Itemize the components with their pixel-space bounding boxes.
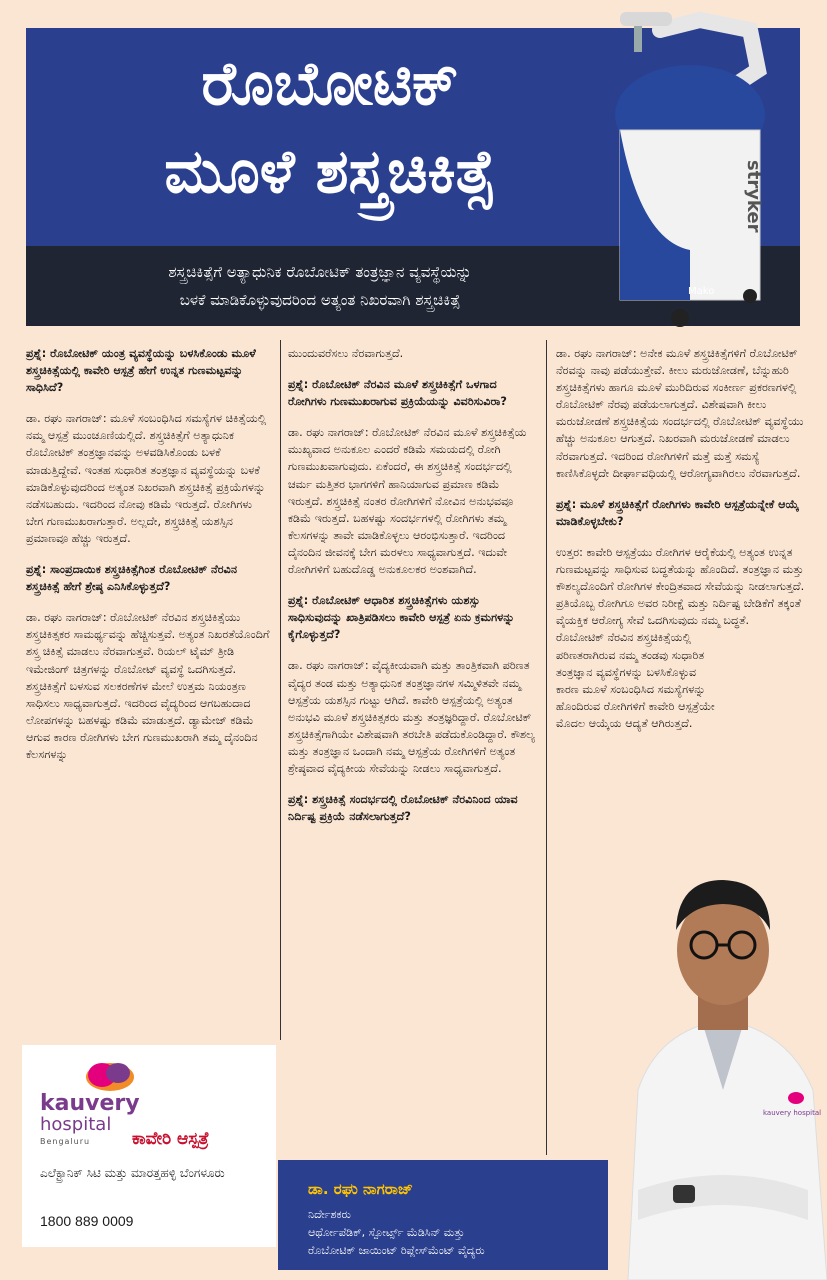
robot-model-label: Mako (688, 286, 715, 297)
doctor-role (308, 1206, 608, 1260)
subtitle-line-1: ಶಸ್ತ್ರಚಿಕಿತ್ಸೆಗೆ ಅತ್ಯಾಧುನಿಕ ರೊಬೋಟಿಕ್ ತಂತ್ರಜ್ಞಾನ ವ್ಯವಸ್ಥೆಯನ್ನು (168, 263, 472, 281)
hospital-address: ಎಲೆಕ್ಟ್ರಾನಿಕ್ ಸಿಟಿ ಮತ್ತು ಮಾರತ್ತಹಳ್ಳಿ ಬೆಂಗಳೂರು (40, 1166, 225, 1180)
coat-logo-text: kauvery hospital (763, 1109, 822, 1117)
hospital-name-en: kauvery (40, 1091, 140, 1116)
article-column-3 (556, 345, 806, 746)
answer-3: ಡಾ. ರಘು ನಾಗರಾಜ್: ರೊಬೋಟಿಕ್ ನೆರವಿನ ಮೂಳೆ ಶಸ್ತ್ರಚಿಕಿತ್ಸೆಯ ಮುಖ್ಯವಾದ ಅನುಕೂಲ ಎಂದರೆ ಕಡಿಮೆ ಸಮಯದಲ್ಲಿ ರೋಗಿ ಗುಣಮುಖವಾಗುವುದು. ಏಕೆಂದರೆ, ಈ ಶಸ್ತ್ರಚಿಕಿತ್ಸೆ ಸಂದರ್ಭದಲ್ಲಿ ಚರ್ಮ ಮತ್ತಿತರ ಭಾಗಗಳಿಗೆ ಹಾನಿಯಾಗುವ ಪ್ರಮಾಣ ಕಡಿಮೆ ಇರುತ್ತದೆ. ಶಸ್ತ್ರಚಿಕಿತ್ಸೆ ನಂತರ ರೋಗಿಗಳಿಗೆ ನೋವಿನ ಅನುಭವವೂ ಕಡಿಮೆ ಇರುತ್ತದೆ. ಬಹಳಷ್ಟು ಸಂದರ್ಭಗಳಲ್ಲಿ ರೋಗಿಗಳು ತಮ್ಮ ಕೆಲಸಗಳನ್ನು ತಾವೇ ಮಾಡಿಕೊಳ್ಳಲು ಆರಂಭಿಸುತ್ತಾರೆ. ಇದರಿಂದ ದೈನಂದಿನ ಜೀವನಕ್ಕೆ ಬೇಗ ಮರಳಲು ಸಾಧ್ಯವಾಗುತ್ತದೆ. ಇದುವೇ ರೋಗಿಗಳಿಗೆ ಬಹುದೊಡ್ಡ ಅನುಕೂಲಕರ ಅಂಶವಾಗಿದೆ. (288, 426, 527, 577)
question-3: ಪ್ರಶ್ನೆ: ರೊಬೋಟಿಕ್ ನೆರವಿನ ಮೂಳೆ ಶಸ್ತ್ರಚಿಕಿತ್ಸೆಗೆ ಒಳಗಾದ ರೋಗಿಗಳು ಗುಣಮುಖರಾಗುವ ಪ್ರಕ್ರಿಯೆಯನ್ನು ವಿವರಿಸುವಿರಾ? (288, 378, 507, 409)
hospital-name-kn: ಕಾವೇರಿ ಆಸ್ಪತ್ರೆ (132, 1129, 209, 1149)
page-title (70, 40, 590, 216)
question-4: ಪ್ರಶ್ನೆ: ರೊಬೋಟಿಕ್ ಆಧಾರಿತ ಶಸ್ತ್ರಚಿಕಿತ್ಸೆಗಳು ಯಶಸ್ಸು ಸಾಧಿಸುವುದನ್ನು ಖಾತ್ರಿಪಡಿಸಲು ಕಾವೇರಿ ಆಸ್ಪತ್ರೆ ಏನು ಕ್ರಮಗಳನ್ನು ಕೈಗೊಳ್ಳುತ್ತದೆ? (288, 594, 515, 642)
article-column-2 (288, 345, 536, 839)
doctor-photo (618, 860, 827, 1280)
answer-5: ಡಾ. ರಘು ನಾಗರಾಜ್: ಅನೇಕ ಮೂಳೆ ಶಸ್ತ್ರಚಿಕಿತ್ಸೆಗಳಿಗೆ ರೊಬೋಟಿಕ್ ನೆರವನ್ನು ನಾವು ಪಡೆಯುತ್ತೇವೆ. ಕೀಲು ಮರುಜೋಡಣೆ, ಬೆನ್ನುಹುರಿ ಶಸ್ತ್ರಚಿಕಿತ್ಸೆಗಳು ಹಾಗೂ ಮೂಳೆ ಮುರಿದಿರುವ ಸಂಕೀರ್ಣ ಪ್ರಕರಣಗಳಲ್ಲಿ ರೊಬೋಟಿಕ್ ನೆರವು ಪಡೆಯಲಾಗುತ್ತದೆ. ವಿಶೇಷವಾಗಿ ಕೀಲು ಮರುಜೋಡಣೆ ಶಸ್ತ್ರಚಿಕಿತ್ಸೆಯ ಸಂದರ್ಭದಲ್ಲಿ ರೊಬೋಟಿಕ್ ವ್ಯವಸ್ಥೆಯು ಹೆಚ್ಚು ಅನುಕೂಲ ಆಗುತ್ತದೆ. ನಿಖರವಾಗಿ ಮರುಜೋಡಣೆ ಮಾಡಲು ನೆರವಾಗುತ್ತದೆ. ಇದರಿಂದ ರೋಗಿಗಳಿಗೆ ಮತ್ತೆ ಮತ್ತೆ ಸಮಸ್ಯೆ ಕಾಣಿಸಿಕೊಳ್ಳದೇ ದೀರ್ಘಾವಧಿಯಲ್ಲಿ ಆರೋಗ್ಯವಾಗಿರಲು ನೆರವಾಗುತ್ತದೆ. (556, 347, 804, 480)
answer-2: ಡಾ. ರಘು ನಾಗರಾಜ್: ರೊಬೋಟಿಕ್ ನೆರವಿನ ಶಸ್ತ್ರಚಿಕಿತ್ಸೆಯು ಶಸ್ತ್ರಚಿಕಿತ್ಸಕರ ಸಾಮರ್ಥ್ಯವನ್ನು ಹೆಚ್ಚಿಸುತ್ತವೆ. ಅತ್ಯಂತ ನಿಖರತೆಯೊಂದಿಗೆ ಶಸ್ತ್ರ ಚಿಕಿತ್ಸೆ ಮಾಡಲು ನೆರವಾಗುತ್ತವೆ. ರಿಯಲ್ ಟೈಮ್ ತ್ರೀಡಿ ಇಮೇಜಿಂಗ್ ಚಿತ್ರಗಳನ್ನು ರೊಬೋಟ್ ವ್ಯವಸ್ಥೆ ಒದಗಿಸುತ್ತದೆ. ಶಸ್ತ್ರಚಿಕಿತ್ಸೆಗೆ ಬಳಸುವ ಸಲಕರಣೆಗಳ ಮೇಲೆ ಉತ್ತಮ ನಿಯಂತ್ರಣ ಸಾಧಿಸಲು ಸಾಧ್ಯವಾಗುತ್ತದೆ. ಇದರಿಂದ ವೈದ್ಯರಿಂದ ಆಗಬಹುದಾದ ಲೋಪಗಳನ್ನು ಬಹಳಷ್ಟು ಕಡಿಮೆ ಮಾಡುತ್ತದೆ. ಡ್ಯಾಮೇಜ್ ಕಡಿಮೆ ಆಗುವ ಕಾರಣ ರೋಗಿಗಳು ಬೇಗ ಗುಣಮುಖರಾಗಿ ತಮ್ಮ ದೈನಂದಿನ ಕೆಲಸಗಳನ್ನು (26, 611, 270, 761)
answer-1: ಡಾ. ರಘು ನಾಗರಾಜ್: ಮೂಳೆ ಸಂಬಂಧಿಸಿದ ಸಮಸ್ಯೆಗಳ ಚಿಕಿತ್ಸೆಯಲ್ಲಿ ನಮ್ಮ ಆಸ್ಪತ್ರೆ ಮುಂಚೂಣಿಯಲ್ಲಿದೆ. ಶಸ್ತ್ರಚಿಕಿತ್ಸೆಗೆ ಅತ್ಯಾಧುನಿಕ ರೊಬೋಟಿಕ್ ತಂತ್ರಜ್ಞಾನವನ್ನು ಅಳವಡಿಸಿಕೊಂಡು ಬಳಕೆ ಮಾಡುತ್ತಿದ್ದೇವೆ. ಇಂತಹ ಸುಧಾರಿತ ತಂತ್ರಜ್ಞಾನ ವ್ಯವಸ್ಥೆಯನ್ನು ಬಳಕೆ ಮಾಡಿಕೊಳ್ಳುವುದರಿಂದ ಅತ್ಯಂತ ನಿಖರವಾಗಿ ಶಸ್ತ್ರಚಿಕಿತ್ಸೆ ಪ್ರಕ್ರಿಯೆಗಳನ್ನು ನಡೆಸಬಹುದು. ಇದರಿಂದ ನೋವು ಕಡಿಮೆ ಇರುತ್ತದೆ. ರೋಗಿಗಳು ಬೇಗ ಗುಣಮುಖರಾಗುತ್ತಾರೆ. ಅಲ್ಲದೇ, ಶಸ್ತ್ರಚಿಕಿತ್ಸೆ ಯಶಸ್ಸಿನ ಪ್ರಮಾಣವೂ ಹೆಚ್ಚು ಇರುತ್ತದೆ. (26, 412, 267, 545)
article-column-1 (26, 345, 271, 777)
hospital-city: Bengaluru (40, 1137, 91, 1146)
hospital-phone[interactable]: 1800 889 0009 (40, 1213, 134, 1229)
hospital-name-en-2: hospital (40, 1114, 112, 1135)
answer-6: ಉತ್ತರ: ಕಾವೇರಿ ಆಸ್ಪತ್ರೆಯು ರೋಗಿಗಳ ಆರೈಕೆಯಲ್ಲಿ ಅತ್ಯಂತ ಉನ್ನತ ಗುಣಮಟ್ಟವನ್ನು ಸಾಧಿಸುವ ಬದ್ಧತೆಯನ್ನು ಹೊಂದಿದೆ. ತಂತ್ರಜ್ಞಾನ ಮತ್ತು ಕೌಶಲ್ಯದೊಂದಿಗೆ ರೋಗಿಗಳ ಕೇಂದ್ರಿತವಾದ ಸೇವೆಯನ್ನು ನೀಡಲಾಗುತ್ತದೆ. ಪ್ರತಿಯೊಬ್ಬ ರೋಗಿಗೂ ಅವರ ನಿರೀಕ್ಷೆ ಮತ್ತು ನಿರ್ದಿಷ್ಟ ಬೇಡಿಕೆಗೆ ತಕ್ಕಂತೆ ವೈಯಕ್ತಿಕ ಆರೋಗ್ಯ ಸೇವೆ ಒದಗಿಸುವುದು ನಮ್ಮ ಬದ್ಧತೆ. (556, 545, 805, 628)
title-line-2: ಮೂಳೆ ಶಸ್ತ್ರಚಿಕಿತ್ಸೆ (164, 137, 496, 207)
robot-illustration (600, 0, 780, 330)
subtitle (60, 258, 580, 314)
doctor-name: ಡಾ. ರಘು ನಾಗರಾಜ್ (308, 1180, 413, 1198)
answer-6-continued: ರೊಬೋಟಿಕ್ ನೆರವಿನ ಶಸ್ತ್ರಚಿಕಿತ್ಸೆಯಲ್ಲಿ ಪರಿಣತರಾಗಿರುವ ನಮ್ಮ ತಂಡವು ಸುಧಾರಿತ ತಂತ್ರಜ್ಞಾನ ವ್ಯವಸ್ಥೆಗಳನ್ನು ಬಳಸಿಕೊಳ್ಳುವ ಕಾರಣ ಮೂಳೆ ಸಂಬಂಧಿಸಿದ ಸಮಸ್ಯೆಗಳನ್ನು ಹೊಂದಿರುವ ರೋಗಿಗಳಿಗೆ ಕಾವೇರಿ ಆಸ್ಪತ್ರೆಯೇ ಮೊದಲ ಆಯ್ಕೆಯ ಆದ್ಯತೆ ಆಗಿರುತ್ತದೆ. (556, 631, 715, 730)
question-1: ಪ್ರಶ್ನೆ: ರೊಬೋಟಿಕ್ ಯಂತ್ರ ವ್ಯವಸ್ಥೆಯನ್ನು ಬಳಸಿಕೊಂಡು ಮೂಳೆ ಶಸ್ತ್ರಚಿಕಿತ್ಸೆಯಲ್ಲಿ ಕಾವೇರಿ ಆಸ್ಪತ್ರೆ ಹೇಗೆ ಉನ್ನತ ಗುಣಮಟ್ಟವನ್ನು ಸಾಧಿಸಿದೆ? (26, 347, 256, 395)
question-6: ಪ್ರಶ್ನೆ: ಮೂಳೆ ಶಸ್ತ್ರಚಿಕಿತ್ಸೆಗೆ ರೋಗಿಗಳು ಕಾವೇರಿ ಆಸ್ಪತ್ರೆಯನ್ನೇಕೆ ಆಯ್ಕೆ ಮಾಡಿಕೊಳ್ಳಬೇಕು? (556, 497, 800, 528)
subtitle-line-2: ಬಳಕೆ ಮಾಡಿಕೊಳ್ಳುವುದರಿಂದ ಅತ್ಯಂತ ನಿಖರವಾಗಿ ಶಸ್ತ್ರಚಿಕಿತ್ಸೆ (179, 291, 461, 309)
hospital-logo-icon (80, 1055, 140, 1095)
title-line-1: ರೊಬೋಟಿಕ್ (201, 49, 459, 119)
question-2: ಪ್ರಶ್ನೆ: ಸಾಂಪ್ರದಾಯಿಕ ಶಸ್ತ್ರಚಿಕಿತ್ಸೆಗಿಂತ ರೊಬೋಟಿಕ್ ನೆರವಿನ ಶಸ್ತ್ರಚಿಕಿತ್ಸೆ ಹೇಗೆ ಶ್ರೇಷ್ಠ ಎನಿಸಿಕೊಳ್ಳುತ್ತದೆ? (26, 563, 238, 594)
question-5: ಪ್ರಶ್ನೆ: ಶಸ್ತ್ರಚಿಕಿತ್ಸೆ ಸಂದರ್ಭದಲ್ಲಿ ರೊಬೋಟಿಕ್ ನೆರವಿನಿಂದ ಯಾವ ನಿರ್ದಿಷ್ಟ ಪ್ರಕ್ರಿಯೆ ನಡೆಸಲಾಗುತ್ತದೆ? (288, 793, 518, 824)
doctor-role-line-2: ಆರ್ಥೋಪೆಡಿಕ್, ಸ್ಪೋರ್ಟ್ಸ್ ಮೆಡಿಸಿನ್ ಮತ್ತು (308, 1226, 465, 1239)
answer-2-continued: ಮುಂದುವರೆಸಲು ನೆರವಾಗುತ್ತದೆ. (288, 347, 404, 360)
doctor-info-box (278, 1160, 608, 1270)
doctor-role-line-3: ರೊಬೋಟಿಕ್ ಜಾಯಿಂಟ್ ರಿಪ್ಲೇಸ್‌ಮೆಂಟ್ ವೈದ್ಯರು (308, 1244, 485, 1257)
column-divider (546, 340, 547, 1155)
doctor-role-line-1: ನಿರ್ದೇಶಕರು (308, 1208, 351, 1221)
robot-brand-label: stryker (743, 160, 764, 233)
column-divider (280, 340, 281, 1040)
hospital-info-box (22, 1045, 276, 1247)
answer-4: ಡಾ. ರಘು ನಾಗರಾಜ್: ವೈದ್ಯಕೀಯವಾಗಿ ಮತ್ತು ತಾಂತ್ರಿಕವಾಗಿ ಪರಿಣತ ವೈದ್ಯರ ತಂಡ ಮತ್ತು ಅತ್ಯಾಧುನಿಕ ತಂತ್ರಜ್ಞಾನಗಳ ಸಮ್ಮಿಳಿತವೇ ನಮ್ಮ ಆಸ್ಪತ್ರೆಯ ಯಶಸ್ಸಿನ ಗುಟ್ಟು ಆಗಿದೆ. ಕಾವೇರಿ ಆಸ್ಪತ್ರೆಯಲ್ಲಿ ಅತ್ಯಂತ ಅನುಭವಿ ಮೂಳೆ ಶಸ್ತ್ರಚಿಕಿತ್ಸಕರು ಮತ್ತು ತಂತ್ರಜ್ಞರಿದ್ದಾರೆ. ರೊಬೋಟಿಕ್ ಶಸ್ತ್ರಚಿಕಿತ್ಸೆಗಾಗಿಯೇ ವಿಶೇಷವಾಗಿ ತರಬೇತಿ ಪಡೆದುಕೊಂಡಿದ್ದಾರೆ. ಕೌಶಲ್ಯ ಮತ್ತು ತಂತ್ರಜ್ಞಾನ ಒಂದಾಗಿ ನಮ್ಮ ಆಸ್ಪತ್ರೆಯ ರೋಗಿಗಳಿಗೆ ಅತ್ಯಂತ ಶ್ರೇಷ್ಠವಾದ ವೈದ್ಯಕೀಯ ಸೇವೆಯನ್ನು ನೀಡಲು ಸಾಧ್ಯವಾಗುತ್ತದೆ. (288, 659, 535, 775)
